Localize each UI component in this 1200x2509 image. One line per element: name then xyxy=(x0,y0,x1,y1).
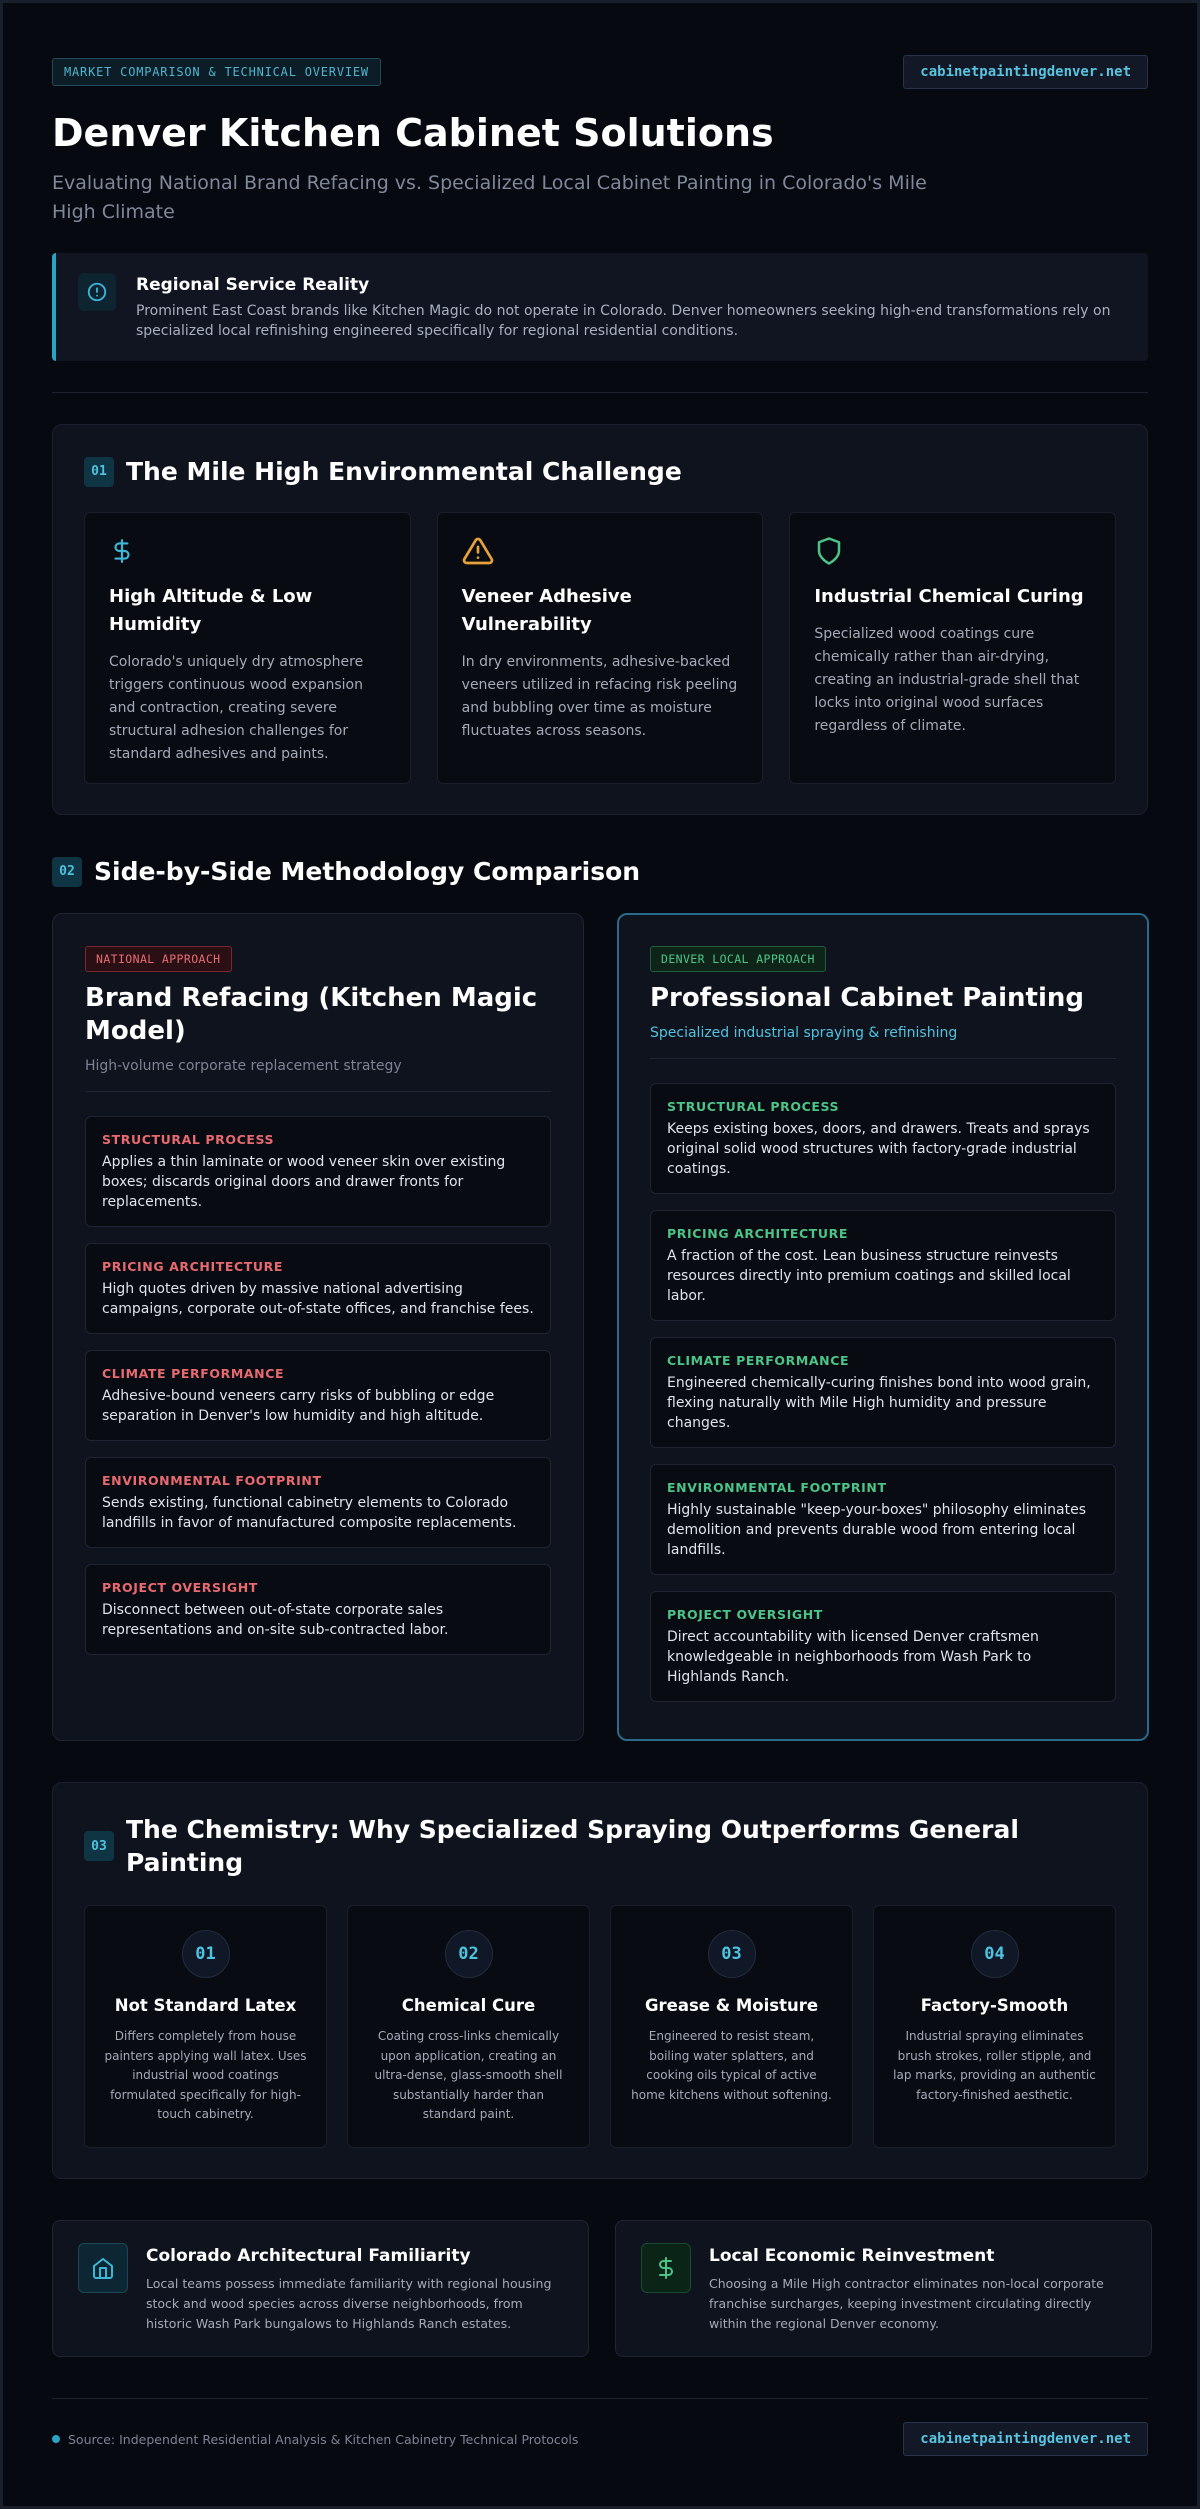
divider xyxy=(52,2398,1148,2399)
chemistry-card xyxy=(84,1905,327,2148)
comparison-row xyxy=(650,1210,1116,1321)
benefit-card xyxy=(615,2220,1152,2357)
benefit-title: Colorado Architectural Familiarity xyxy=(146,2246,471,2266)
approach-subtitle: High-volume corporate replacement strategy xyxy=(85,1058,402,1074)
domain-link[interactable]: cabinetpaintingdenver.net xyxy=(903,55,1148,89)
challenge-title: Industrial Chemical Curing xyxy=(814,586,1084,607)
comparison-row xyxy=(85,1243,551,1334)
comparison-grid xyxy=(52,913,1148,1741)
environmental-challenge-section xyxy=(52,424,1148,815)
step-number: 03 xyxy=(708,1930,756,1978)
challenge-grid xyxy=(84,512,1116,784)
footer-domain-link[interactable]: cabinetpaintingdenver.net xyxy=(903,2422,1148,2456)
comparison-row xyxy=(85,1457,551,1548)
section-heading xyxy=(84,1813,1116,1879)
challenge-title: High Altitude & Low Humidity xyxy=(109,586,313,635)
row-label: PROJECT OVERSIGHT xyxy=(102,1580,258,1595)
row-label: PROJECT OVERSIGHT xyxy=(667,1607,823,1622)
row-text: A fraction of the cost. Lean business structure reinvests resources directly into premium coatings and skilled local labor. xyxy=(667,1248,1071,1304)
regional-alert xyxy=(52,253,1148,361)
row-label: PRICING ARCHITECTURE xyxy=(667,1226,849,1241)
divider xyxy=(650,1058,1116,1059)
info-circle-icon xyxy=(78,273,116,311)
row-text: Applies a thin laminate or wood veneer skin over existing boxes; discards original doors and drawer fronts for replacements. xyxy=(102,1154,506,1210)
challenge-text: Colorado's uniquely dry atmosphere triggers continuous wood expansion and contraction, creating severe structural adhesion challenges for standard adhesives and paints. xyxy=(109,654,364,762)
bullet-dot-icon xyxy=(52,2435,60,2443)
section-number: 03 xyxy=(84,1831,114,1861)
chemistry-grid xyxy=(84,1905,1116,2148)
benefit-card xyxy=(52,2220,589,2357)
chemistry-card xyxy=(347,1905,590,2148)
section-number: 02 xyxy=(52,857,82,887)
comparison-row xyxy=(85,1350,551,1441)
benefit-grid xyxy=(52,2220,1148,2357)
source-note xyxy=(52,2432,578,2447)
alert-text: Prominent East Coast brands like Kitchen Magic do not operate in Colorado. Denver homeowners seeking high-end transformations rely on specialized local refinishing engineered specifically for regional residential conditions. xyxy=(136,303,1111,339)
comparison-row xyxy=(85,1564,551,1655)
category-tag: MARKET COMPARISON & TECHNICAL OVERVIEW xyxy=(52,58,381,86)
chemistry-text: Engineered to resist steam, boiling water splatters, and cooking oils typical of active home kitchens without softening. xyxy=(631,2029,832,2102)
section-heading xyxy=(84,455,1116,488)
national-approach-card xyxy=(52,913,584,1741)
benefit-title: Local Economic Reinvestment xyxy=(709,2246,995,2266)
chemistry-text: Differs completely from house painters applying wall latex. Uses industrial wood coatings formulated specifically for high-touch cabinetry. xyxy=(104,2029,307,2121)
benefit-text: Choosing a Mile High contractor eliminates non-local corporate franchise surcharges, keeping investment circulating directly within the regional Denver economy. xyxy=(709,2276,1104,2331)
step-number: 01 xyxy=(182,1930,230,1978)
local-approach-card xyxy=(617,913,1149,1741)
challenge-text: Specialized wood coatings cure chemically rather than air-drying, creating an industrial-grade shell that locks into original wood surfaces regardless of climate. xyxy=(814,626,1080,734)
dollar-icon xyxy=(109,552,135,571)
section-number: 01 xyxy=(84,457,114,487)
chemistry-title: Factory-Smooth xyxy=(920,1996,1069,2015)
row-label: CLIMATE PERFORMANCE xyxy=(102,1366,285,1381)
page-subtitle: Evaluating National Brand Refacing vs. Specialized Local Cabinet Painting in Colorado's Mile High Climate xyxy=(52,172,927,223)
row-text: Highly sustainable "keep-your-boxes" philosophy eliminates demolition and prevents durable wood from entering local landfills. xyxy=(667,1502,1087,1558)
chemistry-title: Grease & Moisture xyxy=(644,1996,819,2015)
challenge-text: In dry environments, adhesive-backed veneers utilized in refacing risk peeling and bubbling over time as moisture fluctuates across seasons. xyxy=(461,654,738,739)
approach-title: Brand Refacing (Kitchen Magic Model) xyxy=(85,983,538,1046)
approach-title: Professional Cabinet Painting xyxy=(650,983,1084,1013)
chemistry-section xyxy=(52,1782,1148,2179)
section-title: Side-by-Side Methodology Comparison xyxy=(94,857,641,886)
divider xyxy=(52,392,1148,393)
source-text: Source: Independent Residential Analysis & Kitchen Cabinetry Technical Protocols xyxy=(68,2431,579,2447)
chemistry-card xyxy=(610,1905,853,2148)
comparison-row xyxy=(85,1116,551,1227)
dollar-icon xyxy=(641,2243,691,2293)
approach-tag: DENVER LOCAL APPROACH xyxy=(650,946,826,972)
row-text: High quotes driven by massive national advertising campaigns, corporate out-of-state offices, and franchise fees. xyxy=(102,1281,534,1317)
warning-triangle-icon xyxy=(462,552,494,571)
row-text: Adhesive-bound veneers carry risks of bubbling or edge separation in Denver's low humidity and high altitude. xyxy=(102,1388,495,1424)
footer xyxy=(52,2422,1148,2456)
step-number: 04 xyxy=(971,1930,1019,1978)
divider xyxy=(85,1091,551,1092)
shield-icon xyxy=(814,552,844,571)
chemistry-title: Chemical Cure xyxy=(401,1996,536,2015)
comparison-row xyxy=(650,1591,1116,1702)
alert-title: Regional Service Reality xyxy=(136,275,370,295)
page-title: Denver Kitchen Cabinet Solutions xyxy=(52,111,774,155)
chemistry-text: Coating cross-links chemically upon application, creating an ultra-dense, glass-smooth shell substantially harder than standard paint. xyxy=(374,2029,563,2121)
comparison-row xyxy=(650,1083,1116,1194)
row-text: Engineered chemically-curing finishes bond into wood grain, flexing naturally with Mile High humidity and pressure changes. xyxy=(667,1375,1091,1431)
row-label: PRICING ARCHITECTURE xyxy=(102,1259,284,1274)
row-label: STRUCTURAL PROCESS xyxy=(667,1099,840,1114)
chemistry-card xyxy=(873,1905,1116,2148)
chemistry-title: Not Standard Latex xyxy=(114,1996,297,2015)
challenge-card xyxy=(437,512,764,784)
row-text: Sends existing, functional cabinetry elements to Colorado landfills in favor of manufactured composite replacements. xyxy=(102,1495,517,1531)
section-heading xyxy=(52,855,1148,888)
approach-tag: NATIONAL APPROACH xyxy=(85,946,232,972)
row-label: ENVIRONMENTAL FOOTPRINT xyxy=(102,1473,322,1488)
section-title: The Mile High Environmental Challenge xyxy=(126,457,682,486)
comparison-row xyxy=(650,1337,1116,1448)
step-number: 02 xyxy=(445,1930,493,1978)
approach-subtitle: Specialized industrial spraying & refinishing xyxy=(650,1025,958,1041)
challenge-card xyxy=(789,512,1116,784)
chemistry-text: Industrial spraying eliminates brush strokes, roller stipple, and lap marks, providing an authentic factory-finished aesthetic. xyxy=(893,2029,1096,2102)
section-title: The Chemistry: Why Specialized Spraying Outperforms General Painting xyxy=(126,1815,1019,1877)
row-label: ENVIRONMENTAL FOOTPRINT xyxy=(667,1480,887,1495)
comparison-row xyxy=(650,1464,1116,1575)
row-label: STRUCTURAL PROCESS xyxy=(102,1132,275,1147)
row-label: CLIMATE PERFORMANCE xyxy=(667,1353,850,1368)
row-text: Disconnect between out-of-state corporate sales representations and on-site sub-contracted labor. xyxy=(102,1602,449,1638)
challenge-title: Veneer Adhesive Vulnerability xyxy=(461,586,632,635)
challenge-card xyxy=(84,512,411,784)
home-icon xyxy=(78,2243,128,2293)
top-bar xyxy=(52,55,1148,89)
row-text: Direct accountability with licensed Denver craftsmen knowledgeable in neighborhoods from Wash Park to Highlands Ranch. xyxy=(667,1629,1039,1685)
benefit-text: Local teams possess immediate familiarity with regional housing stock and wood species across diverse neighborhoods, from historic Wash Park bungalows to Highlands Ranch estates. xyxy=(146,2276,552,2331)
row-text: Keeps existing boxes, doors, and drawers. Treats and sprays original solid wood structures with factory-grade industrial coatings. xyxy=(667,1121,1090,1177)
